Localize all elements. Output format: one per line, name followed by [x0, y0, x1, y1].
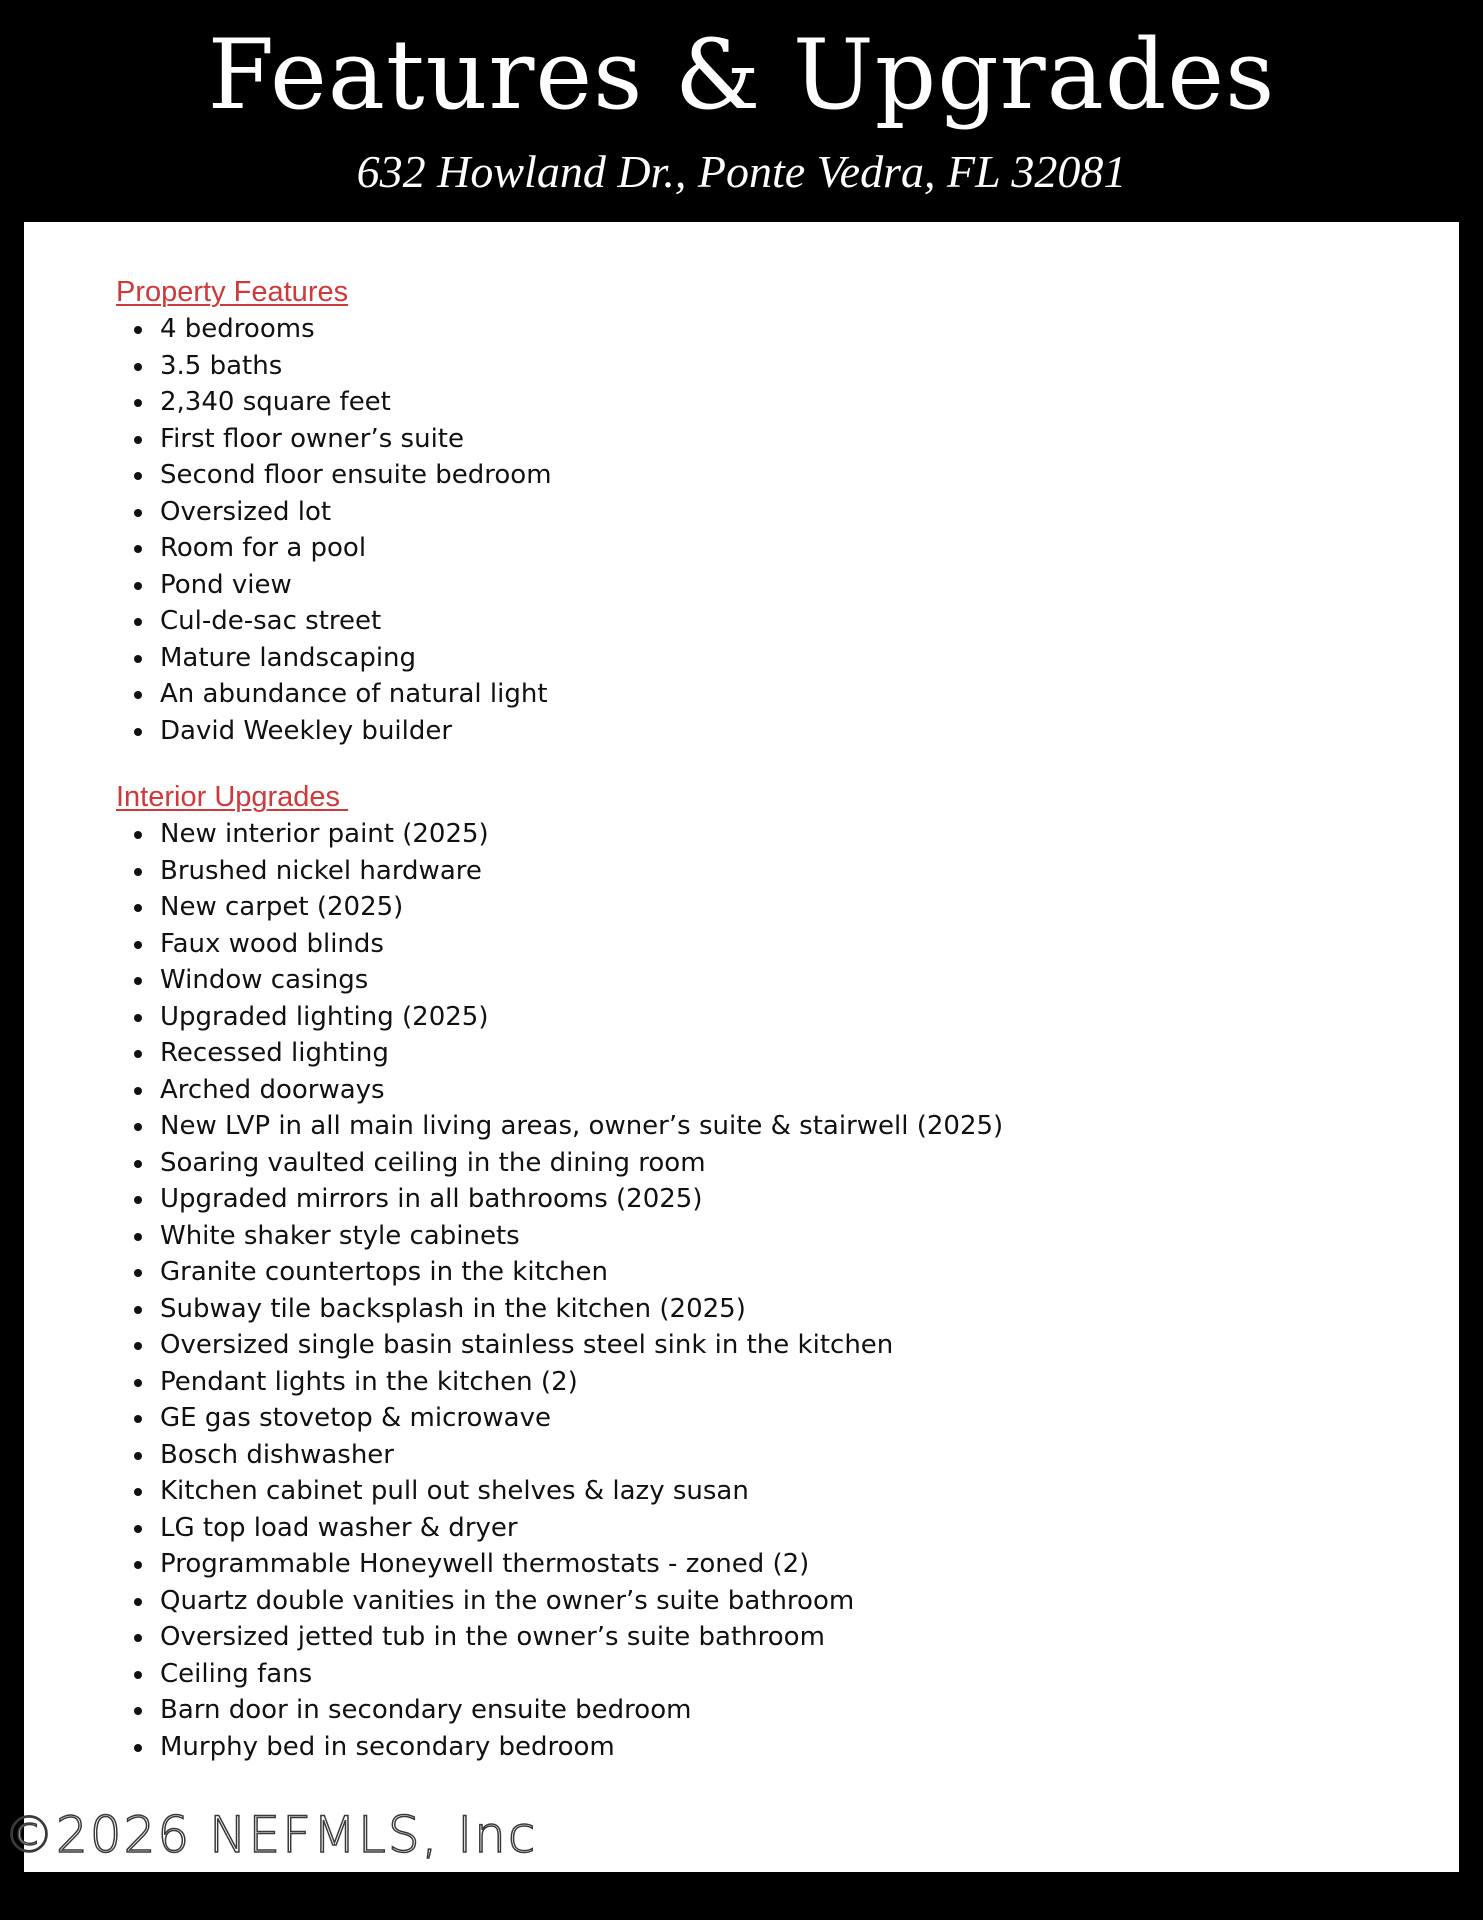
list-item: Bosch dishwasher: [116, 1437, 1003, 1474]
list-item: New LVP in all main living areas, owner’s suite & stairwell (2025): [116, 1108, 1003, 1145]
list-item: Subway tile backsplash in the kitchen (2025): [116, 1291, 1003, 1328]
list-item: First floor owner’s suite: [116, 421, 552, 458]
list-item: Window casings: [116, 962, 1003, 999]
list-item: Faux wood blinds: [116, 926, 1003, 963]
interior-upgrades-list: [116, 816, 1003, 1765]
property-address: 632 Howland Dr., Ponte Vedra, FL 32081: [356, 146, 1127, 197]
list-item: Recessed lighting: [116, 1035, 1003, 1072]
property-features-list: [116, 311, 552, 749]
list-item: 2,340 square feet: [116, 384, 552, 421]
header-banner: [0, 0, 1483, 222]
list-item: GE gas stovetop & microwave: [116, 1400, 1003, 1437]
list-item: Oversized jetted tub in the owner’s suite bathroom: [116, 1619, 1003, 1656]
list-item: Programmable Honeywell thermostats - zoned (2): [116, 1546, 1003, 1583]
content-panel: [24, 222, 1459, 1872]
list-item: Pendant lights in the kitchen (2): [116, 1364, 1003, 1401]
section-heading-interior-upgrades: Interior Upgrades: [116, 781, 349, 813]
list-item: Barn door in secondary ensuite bedroom: [116, 1692, 1003, 1729]
page-title: Features & Upgrades: [207, 19, 1276, 131]
copyright-watermark: ©2026 NEFMLS, Inc: [4, 1806, 538, 1864]
section-heading-property-features: Property Features: [116, 276, 349, 308]
list-item: New carpet (2025): [116, 889, 1003, 926]
list-item: Cul-de-sac street: [116, 603, 552, 640]
list-item: Granite countertops in the kitchen: [116, 1254, 1003, 1291]
list-item: Pond view: [116, 567, 552, 604]
list-item: Kitchen cabinet pull out shelves & lazy susan: [116, 1473, 1003, 1510]
list-item: Room for a pool: [116, 530, 552, 567]
list-item: Upgraded mirrors in all bathrooms (2025): [116, 1181, 1003, 1218]
list-item: Oversized single basin stainless steel sink in the kitchen: [116, 1327, 1003, 1364]
list-item: 4 bedrooms: [116, 311, 552, 348]
list-item: An abundance of natural light: [116, 676, 552, 713]
list-item: White shaker style cabinets: [116, 1218, 1003, 1255]
list-item: Upgraded lighting (2025): [116, 999, 1003, 1036]
list-item: Murphy bed in secondary bedroom: [116, 1729, 1003, 1766]
list-item: 3.5 baths: [116, 348, 552, 385]
list-item: Brushed nickel hardware: [116, 853, 1003, 890]
list-item: Mature landscaping: [116, 640, 552, 677]
list-item: Oversized lot: [116, 494, 552, 531]
list-item: Quartz double vanities in the owner’s suite bathroom: [116, 1583, 1003, 1620]
list-item: Second floor ensuite bedroom: [116, 457, 552, 494]
list-item: New interior paint (2025): [116, 816, 1003, 853]
list-item: David Weekley builder: [116, 713, 552, 750]
list-item: Soaring vaulted ceiling in the dining room: [116, 1145, 1003, 1182]
list-item: LG top load washer & dryer: [116, 1510, 1003, 1547]
list-item: Ceiling fans: [116, 1656, 1003, 1693]
list-item: Arched doorways: [116, 1072, 1003, 1109]
